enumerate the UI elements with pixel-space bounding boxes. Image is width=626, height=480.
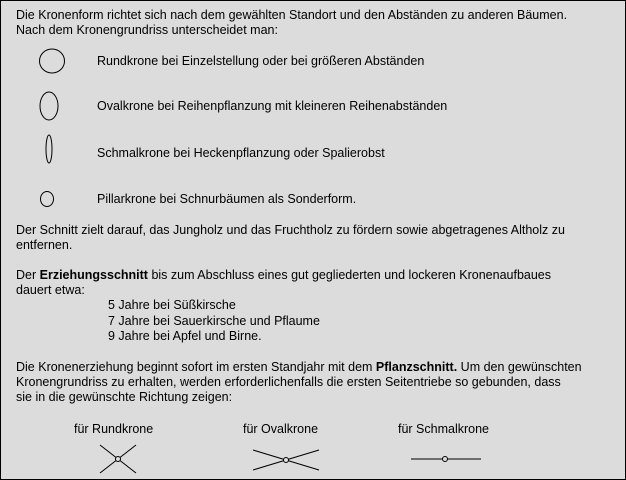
diagram-label-round: für Rundkrone: [74, 422, 154, 436]
pflanz-bold: Pflanzschnitt.: [375, 360, 458, 374]
pflanz-line-2: Kronengrundriss zu erhalten, werden erforderlichenfalls die ersten Seitentriebe so gebunden, dass: [16, 375, 561, 389]
pflanz-prefix: Die Kronenerziehung beginnt sofort im ersten Standjahr mit dem: [16, 360, 376, 374]
diagram-label-oval: für Ovalkrone: [243, 422, 319, 436]
circle-large-icon: [39, 49, 69, 75]
erziehung-prefix: Der: [16, 268, 40, 282]
duration-item: 5 Jahre bei Süßkirsche: [108, 298, 236, 312]
circle-small-icon: [39, 190, 57, 210]
duration-item: 9 Jahre bei Apfel und Birne.: [108, 329, 262, 343]
pflanz-line-1: [16, 360, 582, 375]
duration-item: 7 Jahre bei Sauerkirsche und Pflaume: [108, 314, 320, 328]
diagram-label-narrow: für Schmalkrone: [398, 422, 490, 436]
intro-line-2: Nach dem Kronengrundriss unterscheidet man:: [16, 23, 278, 37]
oval-icon: [39, 91, 61, 123]
erziehung-line-1: [16, 268, 551, 283]
erziehung-line-2: dauert etwa:: [16, 283, 85, 297]
erziehung-suffix: bis zum Abschluss eines gut gegliederten und lockeren Kronenaufbaues: [147, 268, 552, 282]
pflanz-suffix: Um den gewünschten: [457, 360, 582, 374]
schnitt-line-1: Der Schnitt zielt darauf, das Jungholz und das Fruchtholz zu fördern sowie abgetragenes Altholz zu: [16, 223, 565, 237]
flat-cross-branches-icon: [250, 447, 322, 473]
intro-line-1: Die Kronenform richtet sich nach dem gewählten Standort und den Abständen zu anderen Bäumen.: [16, 8, 568, 22]
straight-branches-icon: [409, 453, 483, 465]
pflanz-line-3: sie in die gewünschte Richtung zeigen:: [16, 390, 233, 404]
erziehung-bold: Erziehungsschnitt: [39, 268, 148, 282]
form-label-narrow: Schmalkrone bei Heckenpflanzung oder Spalierobst: [97, 146, 385, 160]
form-label-round: Rundkrone bei Einzelstellung oder bei größeren Abständen: [97, 54, 425, 68]
form-label-oval: Ovalkrone bei Reihenpflanzung mit kleineren Reihenabständen: [97, 99, 448, 113]
narrow-oval-icon: [44, 134, 56, 166]
cross-branches-icon: [96, 443, 140, 475]
schnitt-line-2: entfernen.: [16, 238, 73, 252]
form-label-pillar: Pillarkrone bei Schnurbäumen als Sonderform.: [97, 192, 357, 206]
